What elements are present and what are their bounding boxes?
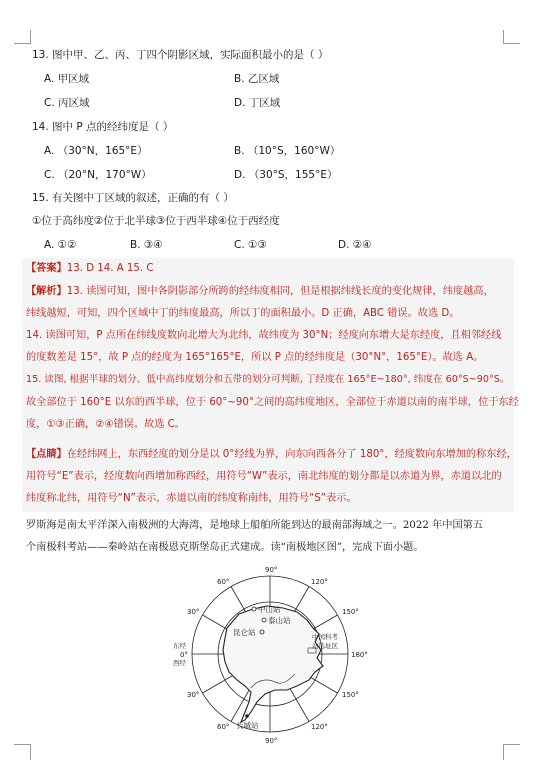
question-13-option-d: D. 丁区域 — [234, 97, 281, 109]
analysis-line-2: 纬线越短，可知，四个区域中丁的纬度最高，所以丁的面积最小。D 正确，ABC 错误。故选 D。 — [26, 308, 460, 319]
tip-tag: 【点睛】 — [26, 449, 67, 460]
zhongshan-station-marker — [252, 607, 256, 611]
east-longitude-label: 东经 — [173, 642, 186, 650]
site-selection-label-1: 中国科考 — [312, 633, 338, 641]
degree-label-upper-right-1: 120° — [311, 578, 328, 586]
question-15-option-d: D. ②④ — [338, 239, 372, 251]
degree-label-bottom: 90° — [265, 737, 278, 745]
degree-label-upper-left-1: 30° — [187, 608, 200, 616]
crop-mark — [30, 30, 31, 44]
answer-text: 13. D 14. A 15. C — [66, 263, 154, 274]
crop-mark — [14, 43, 30, 44]
intro-line-1: 罗斯海是南太平洋深入南极洲的大海湾，是地球上船舶所能到达的最南部海域之一。2022 年中国第五 — [26, 520, 484, 531]
antarctica-map — [165, 562, 375, 747]
analysis-text: 13. 读图可知，图中各阴影部分所跨的经纬度相同，但是根据纬线长度的变化规律，纬度越高， — [66, 286, 494, 297]
analysis-line-5: 15. 读图, 根据半球的划分、低中高纬度划分和五带的划分可判断, 丁经度在 165°E~180°, 纬度在 60°S~90°S。 — [26, 374, 510, 385]
question-13-option-a: A. 甲区域 — [44, 73, 90, 85]
great-wall-station-label: 长城站 — [236, 721, 259, 730]
degree-label-lower-left-1: 60° — [217, 723, 230, 731]
degree-label-lower-left-2: 30° — [187, 691, 200, 699]
kunlun-station-label: 昆仑站 — [233, 628, 256, 637]
tip-text: 在经纬网上，东西经度的划分是以 0°经线为界，向东向西各分了 180°，经度数向东增加的称东经， — [66, 449, 517, 460]
question-13-option-c: C. 丙区域 — [44, 97, 90, 109]
tip-line-2: 用符号“E”表示，经度数向西增加称西经，用符号“W”表示，南北纬度的划分都是以赤道为界，赤道以北的 — [26, 471, 502, 482]
analysis-line-7: 度，①③正确，②④错误。故选 C。 — [26, 419, 185, 430]
analysis-line-3: 14. 读图可知，P 点所在纬线度数向北增大为北纬，故纬度为 30°N；经度向东增大是东经度，且相邻经线 — [26, 330, 502, 341]
west-longitude-label: 西经 — [173, 659, 186, 667]
question-15-statements: ①位于高纬度②位于北半球③位于西半球④位于西经度 — [32, 215, 280, 227]
question-14-option-a: A. （30°N，165°E） — [44, 145, 148, 157]
degree-label-lower-right-1: 150° — [342, 691, 359, 699]
great-wall-station-marker — [245, 714, 249, 718]
analysis-tag: 【解析】 — [26, 286, 67, 297]
question-13-stem: 13. 图中甲、乙、丙、丁四个阴影区域，实际面积最小的是（ ） — [32, 49, 329, 61]
site-selection-label-2: 站选址区 — [312, 642, 338, 650]
degree-label-top: 90° — [265, 566, 278, 574]
degree-label-right: 180° — [351, 651, 368, 659]
kunlun-station-marker — [260, 630, 264, 634]
crop-mark — [503, 30, 504, 44]
question-15-option-a: A. ①② — [44, 239, 77, 251]
question-15-stem: 15. 有关图中丁区域的叙述，正确的有（ ） — [32, 192, 234, 204]
tip-line-1 — [26, 448, 517, 462]
zhongshan-station-label: 中山站 — [258, 605, 281, 614]
crop-mark — [14, 744, 30, 745]
taishan-station-marker — [262, 618, 266, 622]
answer-tag: 【答案】 — [26, 263, 67, 274]
answer-line — [26, 262, 153, 276]
crop-mark — [503, 744, 504, 760]
degree-label-lower-right-2: 120° — [311, 723, 328, 731]
degree-label-upper-left-2: 60° — [217, 578, 230, 586]
degree-label-upper-right-2: 150° — [342, 608, 359, 616]
analysis-line-6: 故全部位于 160°E 以东的西半球，位于 60°~90°之间的高纬度地区，全部位于赤道以南的南半球，位于东经 — [26, 397, 519, 408]
question-13-option-b: B. 乙区域 — [234, 73, 280, 85]
tip-line-3: 纬度称北纬，用符号“N”表示，赤道以南的纬度称南纬，用符号“S”表示。 — [26, 493, 357, 504]
question-14-option-c: C. （20°N，170°W） — [44, 169, 152, 181]
intro-line-2: 个南极科考站——秦岭站在南极恩克斯堡岛正式建成。读“南极地区图”，完成下面小题。 — [26, 542, 424, 553]
analysis-line-1 — [26, 285, 494, 299]
crop-mark — [30, 744, 31, 760]
crop-mark — [504, 744, 520, 745]
taishan-station-label: 泰山站 — [268, 616, 291, 625]
question-14-option-b: B. （10°S，160°W） — [234, 145, 341, 157]
degree-label-left: 0° — [180, 651, 188, 659]
question-14-option-d: D. （30°S，155°E） — [234, 169, 338, 181]
question-15-option-b: B. ③④ — [130, 239, 163, 251]
analysis-line-4: 的度数差是 15°，故 P 点的经度为 165°165°E，所以 P 点的经纬度是（30°N°，165°E）。故选 A。 — [26, 352, 484, 363]
crop-mark — [504, 43, 520, 44]
question-14-stem: 14. 图中 P 点的经纬度是（ ） — [32, 121, 174, 133]
question-15-option-c: C. ①③ — [234, 239, 267, 251]
